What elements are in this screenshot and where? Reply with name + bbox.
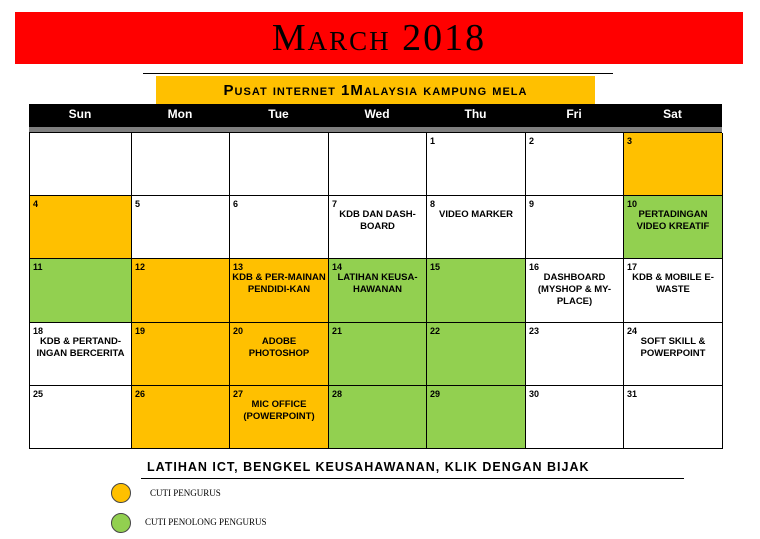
calendar-day-cell — [329, 386, 427, 449]
day-number: 5 — [135, 199, 141, 210]
calendar-day-cell — [329, 323, 427, 386]
calendar-day-cell — [230, 323, 329, 386]
day-number: 6 — [233, 199, 239, 210]
day-number: 15 — [430, 262, 441, 273]
day-number: 25 — [33, 388, 44, 399]
event-label: KDB & PER-MAINAN PENDIDI-KAN — [232, 272, 326, 296]
day-number: 17 — [627, 262, 638, 273]
legend-green-dot-icon — [111, 513, 131, 533]
subtitle-rule — [143, 73, 613, 74]
calendar-day-cell — [329, 133, 427, 196]
calendar-day-cell — [427, 133, 526, 196]
page-title: March 2018 — [271, 17, 487, 59]
day-number: 18 — [33, 325, 44, 336]
calendar-grid — [29, 132, 722, 449]
day-number: 12 — [135, 262, 146, 273]
day-number: 28 — [332, 388, 343, 399]
calendar-day-cell — [132, 196, 230, 259]
event-label: VIDEO MARKER — [439, 209, 513, 221]
day-number: 30 — [529, 388, 540, 399]
calendar-day-cell — [230, 196, 329, 259]
calendar-day-cell — [132, 133, 230, 196]
calendar-day-cell — [132, 259, 230, 322]
weekday-label: Fri — [566, 107, 582, 121]
calendar-day-cell — [526, 323, 624, 386]
event-label: KDB DAN DASH-BOARD — [339, 209, 416, 233]
event-label: KDB & MOBILE E-WASTE — [632, 272, 714, 296]
legend-label: CUTI PENGURUS — [150, 488, 221, 498]
calendar-day-cell — [624, 133, 723, 196]
day-number: 4 — [33, 199, 39, 210]
calendar-day-cell — [624, 196, 723, 259]
calendar-day-cell — [427, 323, 526, 386]
calendar-day-cell — [526, 133, 624, 196]
event-label: KDB & PERTAND-INGAN BERCERITA — [36, 335, 125, 359]
day-number: 1 — [430, 136, 436, 146]
calendar-day-cell — [132, 386, 230, 449]
legend-label: CUTI PENOLONG PENGURUS — [145, 517, 267, 527]
day-number: 19 — [135, 325, 146, 336]
event-label: LATIHAN KEUSA-HAWANAN — [337, 272, 418, 296]
calendar-day-cell — [526, 196, 624, 259]
calendar-day-cell — [624, 386, 723, 449]
calendar-day-cell — [624, 323, 723, 386]
calendar-day-cell — [30, 259, 132, 322]
calendar-day-cell — [624, 259, 723, 322]
calendar-day-cell — [329, 196, 427, 259]
day-number: 31 — [627, 388, 638, 399]
calendar-day-cell — [427, 259, 526, 322]
day-number: 27 — [233, 388, 244, 399]
weekday-label: Sun — [68, 107, 92, 121]
day-number: 2 — [529, 136, 535, 146]
day-number: 23 — [529, 325, 540, 336]
calendar-day-cell — [427, 196, 526, 259]
calendar-day-cell — [30, 386, 132, 449]
event-label: MIC OFFICE (POWERPOINT) — [243, 398, 315, 422]
calendar-day-cell — [30, 323, 132, 386]
calendar-day-cell — [132, 323, 230, 386]
day-number: 16 — [529, 262, 540, 273]
day-number: 22 — [430, 325, 441, 336]
day-number: 11 — [33, 262, 43, 273]
footer-rule — [141, 478, 684, 479]
weekday-label: Mon — [167, 107, 193, 121]
day-number: 10 — [627, 199, 638, 210]
weekday-label: Thu — [464, 107, 487, 121]
weekday-label: Wed — [364, 107, 390, 121]
footer-tagline: LATIHAN ICT, BENGKEL KEUSAHAWANAN, KLIK DENGAN BIJAK — [147, 460, 590, 474]
event-label: ADOBE PHOTOSHOP — [248, 335, 310, 359]
day-number: 8 — [430, 199, 436, 210]
calendar-day-cell — [230, 133, 329, 196]
day-number: 26 — [135, 388, 146, 399]
event-label: PERTADINGAN VIDEO KREATIF — [636, 209, 710, 233]
center-name: Pusat internet 1Malaysia kampung mela — [156, 76, 595, 104]
calendar-day-cell — [427, 386, 526, 449]
day-number: 7 — [332, 199, 338, 210]
legend-orange-dot-icon — [111, 483, 131, 503]
day-number: 20 — [233, 325, 244, 336]
weekday-label: Sat — [663, 107, 682, 121]
event-label: DASHBOARD (MYSHOP & MY-PLACE) — [537, 272, 612, 308]
calendar-day-cell — [30, 133, 132, 196]
weekday-header — [29, 104, 722, 132]
day-number: 24 — [627, 325, 638, 336]
event-label: SOFT SKILL & POWERPOINT — [640, 335, 706, 359]
calendar-day-cell — [230, 259, 329, 322]
calendar-day-cell — [230, 386, 329, 449]
calendar-day-cell — [329, 259, 427, 322]
weekday-label: Tue — [268, 107, 289, 121]
title-banner — [15, 12, 743, 64]
day-number: 29 — [430, 388, 441, 399]
day-number: 21 — [332, 325, 343, 336]
calendar-day-cell — [30, 196, 132, 259]
calendar-day-cell — [526, 386, 624, 449]
day-number: 3 — [627, 136, 633, 146]
calendar-day-cell — [526, 259, 624, 322]
day-number: 13 — [233, 262, 244, 273]
day-number: 14 — [332, 262, 343, 273]
day-number: 9 — [529, 199, 535, 210]
